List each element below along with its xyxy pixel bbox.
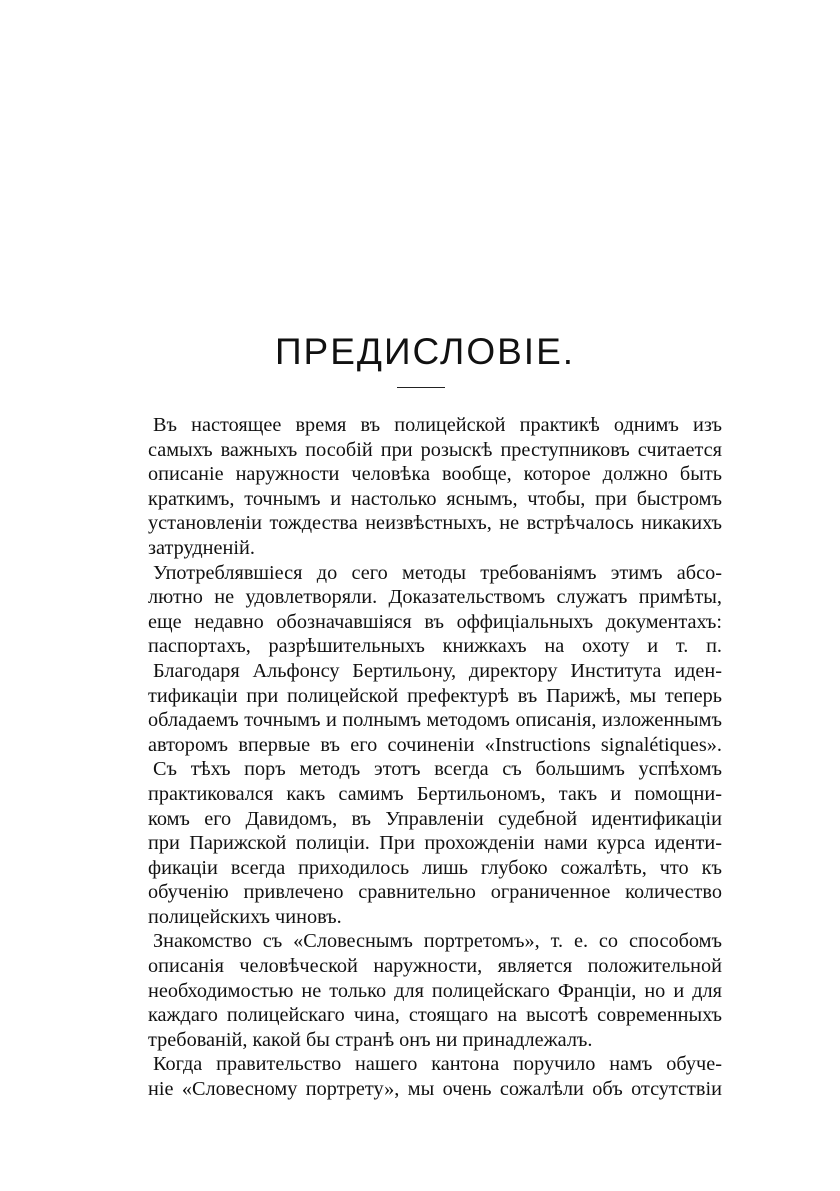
text-line: Въ настоящее время въ полицейской практикѣ однимъ изъ	[153, 414, 722, 436]
text-line: паспортахъ, разрѣшительныхъ книжкахъ на охоту и т. п.	[148, 635, 722, 658]
text-line: еще недавно обозначавшіяся въ оффиціальныхъ документахъ:	[148, 610, 722, 633]
text-line: тификаціи при полицейской префектурѣ въ Парижѣ, мы теперь	[148, 684, 722, 707]
text-line: требованій, какой бы странѣ онъ ни принадлежалъ.	[148, 1028, 593, 1051]
text-line: каждаго полицейскаго чина, стоящаго на высотѣ современныхъ	[148, 1004, 722, 1027]
paragraph	[148, 561, 722, 659]
text-line: установленіи тождества неизвѣстныхъ, не встрѣчалось никакихъ	[148, 512, 722, 535]
paragraph	[148, 413, 722, 561]
text-line: самыхъ важныхъ пособій при розыскѣ преступниковъ считается	[148, 438, 722, 461]
text-line: практиковался какъ самимъ Бертильономъ, такъ и помощни-	[148, 782, 722, 805]
text-line: при Парижской полиціи. При прохожденіи нами курса иденти-	[148, 832, 722, 855]
text-line: затрудненій.	[148, 536, 255, 559]
text-line: комъ его Давидомъ, въ Управленіи судебной идентификаціи	[148, 807, 722, 830]
text-line: фикаціи всегда приходилось лишь глубоко сожалѣть, что къ	[148, 856, 722, 879]
text-line: Когда правительство нашего кантона поручило намъ обуче-	[153, 1053, 722, 1076]
text-line: авторомъ впервые въ его сочиненіи «Instructions signalétiques».	[148, 733, 722, 756]
paragraph	[148, 659, 722, 757]
text-line: лютно не удовлетворяли. Доказательствомъ служатъ примѣты,	[148, 586, 722, 609]
text-line: описанія человѣческой наружности, является положительной	[148, 955, 722, 978]
text-line: обладаемъ точнымъ и полнымъ методомъ описанія, изложеннымъ	[148, 709, 722, 732]
text-line: Съ тѣхъ поръ методъ этотъ всегда съ большимъ успѣхомъ	[153, 758, 722, 781]
body-text	[148, 413, 722, 1102]
title-divider	[397, 387, 445, 388]
text-line: краткимъ, точнымъ и настолько яснымъ, чтобы, при быстромъ	[148, 487, 722, 510]
text-line: Употреблявшіеся до сего методы требованіямъ этимъ абсо-	[153, 561, 722, 584]
page-title: ПРЕДИСЛОВІЕ.	[274, 331, 576, 372]
text-line: ніе «Словесному портрету», мы очень сожалѣли объ отсутствіи	[148, 1078, 722, 1101]
text-line: полицейскихъ чиновъ.	[148, 905, 342, 928]
text-line: описаніе наружности человѣка вообще, которое должно быть	[148, 463, 722, 486]
text-line: обученію привлечено сравнительно ограниченное количество	[148, 881, 722, 904]
text-line: необходимостью не только для полицейскаго Франціи, но и для	[148, 979, 722, 1002]
text-line: Знакомство съ «Словеснымъ портретомъ», т. е. со способомъ	[153, 930, 722, 953]
text-line: Благодаря Альфонсу Бертильону, директору Института иден-	[153, 659, 722, 682]
paragraph	[148, 1052, 722, 1101]
paragraph	[148, 929, 722, 1052]
paragraph	[148, 757, 722, 929]
